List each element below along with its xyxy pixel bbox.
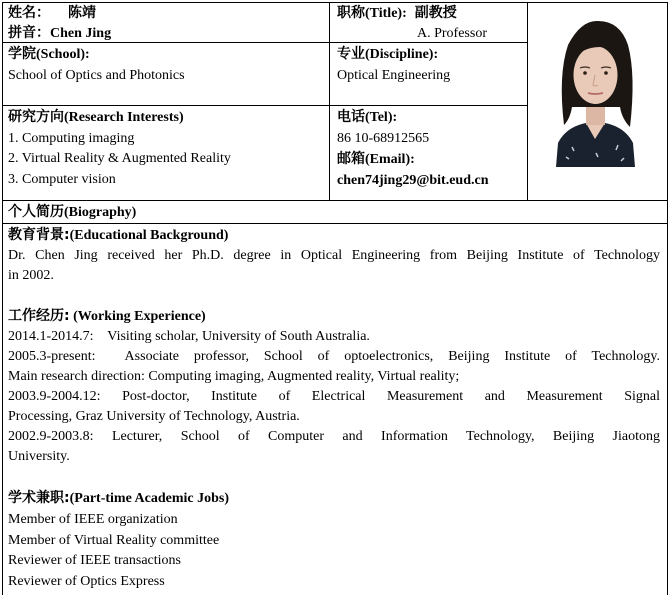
pinyin-row xyxy=(8,23,111,44)
work-line: Processing, Graz University of Technology, Austria. xyxy=(8,409,300,424)
column-divider xyxy=(527,2,528,200)
school-label xyxy=(8,44,90,65)
tel-label xyxy=(337,107,397,128)
portrait-illustration xyxy=(536,15,655,167)
pinyin-value: Chen Jing xyxy=(50,26,112,41)
tel-value: 86 10-68912565 xyxy=(337,131,430,146)
research-item: 1. Computing imaging xyxy=(8,131,135,146)
title-label-cn: 职称 xyxy=(337,5,365,21)
academic-line: Reviewer of Optics Express xyxy=(8,574,165,589)
work-line: 2002.9-2003.8: Lecturer, School of Computer and Information Technology, Beijing Jiaotong xyxy=(8,429,660,444)
portrait-photo xyxy=(536,15,655,167)
work-heading-cn: 工作经历: xyxy=(8,308,70,324)
research-item: 3. Computer vision xyxy=(8,172,116,187)
table-border-right xyxy=(667,2,668,595)
academic-line: Member of IEEE organization xyxy=(8,512,178,527)
biography-heading xyxy=(8,202,136,223)
academic-heading-en: (Part-time Academic Jobs) xyxy=(69,491,230,506)
discipline-label-cn: 专业 xyxy=(337,46,365,62)
education-line: in 2002. xyxy=(8,268,54,283)
title-value-cn: 副教授 xyxy=(414,5,457,21)
education-heading-cn: 教育背景: xyxy=(8,227,70,243)
work-line: 2014.1-2014.7: Visiting scholar, University of South Australia. xyxy=(8,329,370,344)
research-label xyxy=(8,107,184,128)
tel-label-en: (Tel): xyxy=(365,110,398,125)
school-value: School of Optics and Photonics xyxy=(8,68,185,83)
work-line: 2005.3-present: Associate professor, School of optoelectronics, Beijing Institute of Technology. xyxy=(8,349,660,364)
title-row xyxy=(337,3,457,24)
name-row xyxy=(8,3,96,24)
email-label xyxy=(337,149,415,170)
research-label-cn: 研究方向 xyxy=(8,109,64,125)
title-label-en: (Title): xyxy=(365,6,407,21)
title-value-en: A. Professor xyxy=(417,26,487,41)
biography-heading-cn: 个人简历 xyxy=(8,204,64,220)
academic-line: Member of Virtual Reality committee xyxy=(8,533,220,548)
email-label-cn: 邮箱 xyxy=(337,151,365,167)
discipline-value: Optical Engineering xyxy=(337,68,451,83)
row-divider xyxy=(2,105,528,106)
email-label-en: (Email): xyxy=(365,152,415,167)
email-value: chen74jing29@bit.eud.cn xyxy=(337,173,489,188)
table-border-top xyxy=(2,2,668,3)
education-heading-en: (Educational Background) xyxy=(69,228,229,243)
pinyin-label: 拼音： xyxy=(8,25,50,41)
school-label-cn: 学院 xyxy=(8,46,36,62)
row-divider xyxy=(2,223,668,224)
table-border-left xyxy=(2,2,3,595)
name-label: 姓名： xyxy=(8,5,50,21)
tel-label-cn: 电话 xyxy=(337,109,365,125)
column-divider xyxy=(329,2,330,200)
education-line: Dr. Chen Jing received her Ph.D. degree in Optical Engineering from Beijing Institute of Technology xyxy=(8,248,660,263)
work-heading-en: (Working Experience) xyxy=(69,309,206,324)
discipline-label xyxy=(337,44,438,65)
discipline-label-en: (Discipline): xyxy=(365,47,439,62)
name-value: 陈靖 xyxy=(68,5,96,21)
work-line: 2003.9-2004.12: Post-doctor, Institute of Electrical Measurement and Measurement Signal xyxy=(8,389,660,404)
academic-line: Reviewer of IEEE transactions xyxy=(8,553,181,568)
work-line: University. xyxy=(8,449,70,464)
work-heading xyxy=(8,306,206,327)
research-item: 2. Virtual Reality & Augmented Reality xyxy=(8,151,231,166)
row-divider xyxy=(2,200,668,201)
academic-heading xyxy=(8,488,229,509)
biography-heading-en: (Biography) xyxy=(64,205,137,220)
research-label-en: (Research Interests) xyxy=(64,110,184,125)
school-label-en: (School): xyxy=(36,47,90,62)
education-heading xyxy=(8,225,228,246)
academic-heading-cn: 学术兼职: xyxy=(8,490,70,506)
work-line: Main research direction: Computing imaging, Augmented reality, Virtual reality; xyxy=(8,369,460,384)
